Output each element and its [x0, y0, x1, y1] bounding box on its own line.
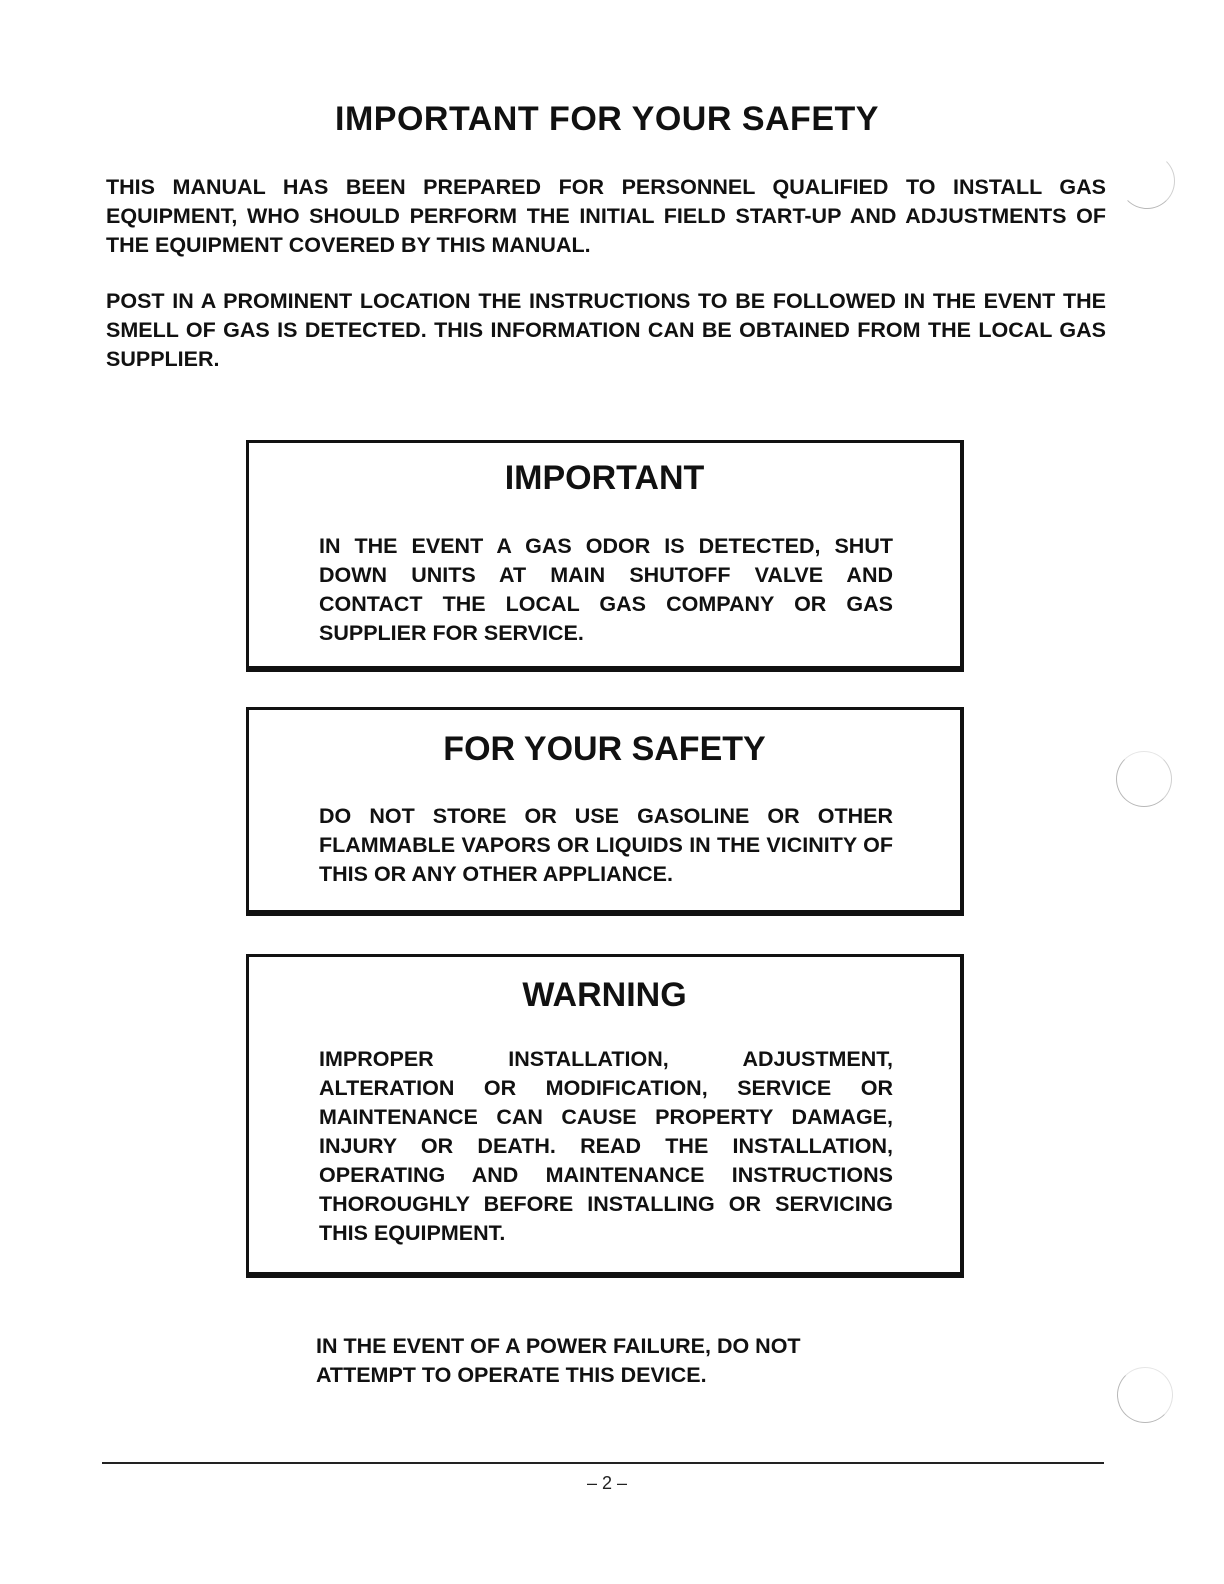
punch-hole-icon: [1116, 751, 1172, 807]
warning-heading: WARNING: [522, 976, 687, 1014]
important-notice-box: [246, 440, 964, 672]
punch-hole-icon: [1117, 1367, 1173, 1423]
safety-notice-box: [246, 707, 964, 916]
power-failure-note: IN THE EVENT OF A POWER FAILURE, DO NOT ATTEMPT TO OPERATE THIS DEVICE.: [316, 1334, 801, 1387]
warning-notice-box: [246, 954, 964, 1278]
warning-text: IMPROPER INSTALLATION, ADJUSTMENT, ALTERATION OR MODIFICATION, SERVICE OR MAINTENANCE CAN CAUSE PROPERTY DAMAGE, INJURY OR DEATH. READ THE INSTALLATION, OPERATING AND MAINTENANCE INSTRUCTIONS THOROUGHLY BEFORE INSTALLING OR SERVICING THIS EQUIPMENT.: [319, 1047, 893, 1245]
punch-hole-icon: [1119, 153, 1175, 209]
safety-text: DO NOT STORE OR USE GASOLINE OR OTHER FLAMMABLE VAPORS OR LIQUIDS IN THE VICINITY OF THIS OR ANY OTHER APPLIANCE.: [319, 804, 893, 886]
important-heading: IMPORTANT: [504, 459, 705, 497]
safety-heading: FOR YOUR SAFETY: [443, 730, 766, 768]
gas-smell-paragraph: POST IN A PROMINENT LOCATION THE INSTRUCTIONS TO BE FOLLOWED IN THE EVENT THE SMELL OF GAS IS DETECTED. THIS INFORMATION CAN BE OBTAINED FROM THE LOCAL GAS SUPPLIER.: [106, 289, 1106, 371]
page-title: IMPORTANT FOR YOUR SAFETY: [335, 100, 879, 138]
page-number: – 2 –: [586, 1473, 628, 1493]
important-text: IN THE EVENT A GAS ODOR IS DETECTED, SHUT DOWN UNITS AT MAIN SHUTOFF VALVE AND CONTACT THE LOCAL GAS COMPANY OR GAS SUPPLIER FOR SERVICE.: [319, 534, 893, 645]
intro-paragraph: THIS MANUAL HAS BEEN PREPARED FOR PERSONNEL QUALIFIED TO INSTALL GAS EQUIPMENT, WHO SHOULD PERFORM THE INITIAL FIELD START-UP AND ADJUSTMENTS OF THE EQUIPMENT COVERED BY THIS MANUAL.: [106, 175, 1106, 257]
footer-divider: [102, 1462, 1104, 1464]
